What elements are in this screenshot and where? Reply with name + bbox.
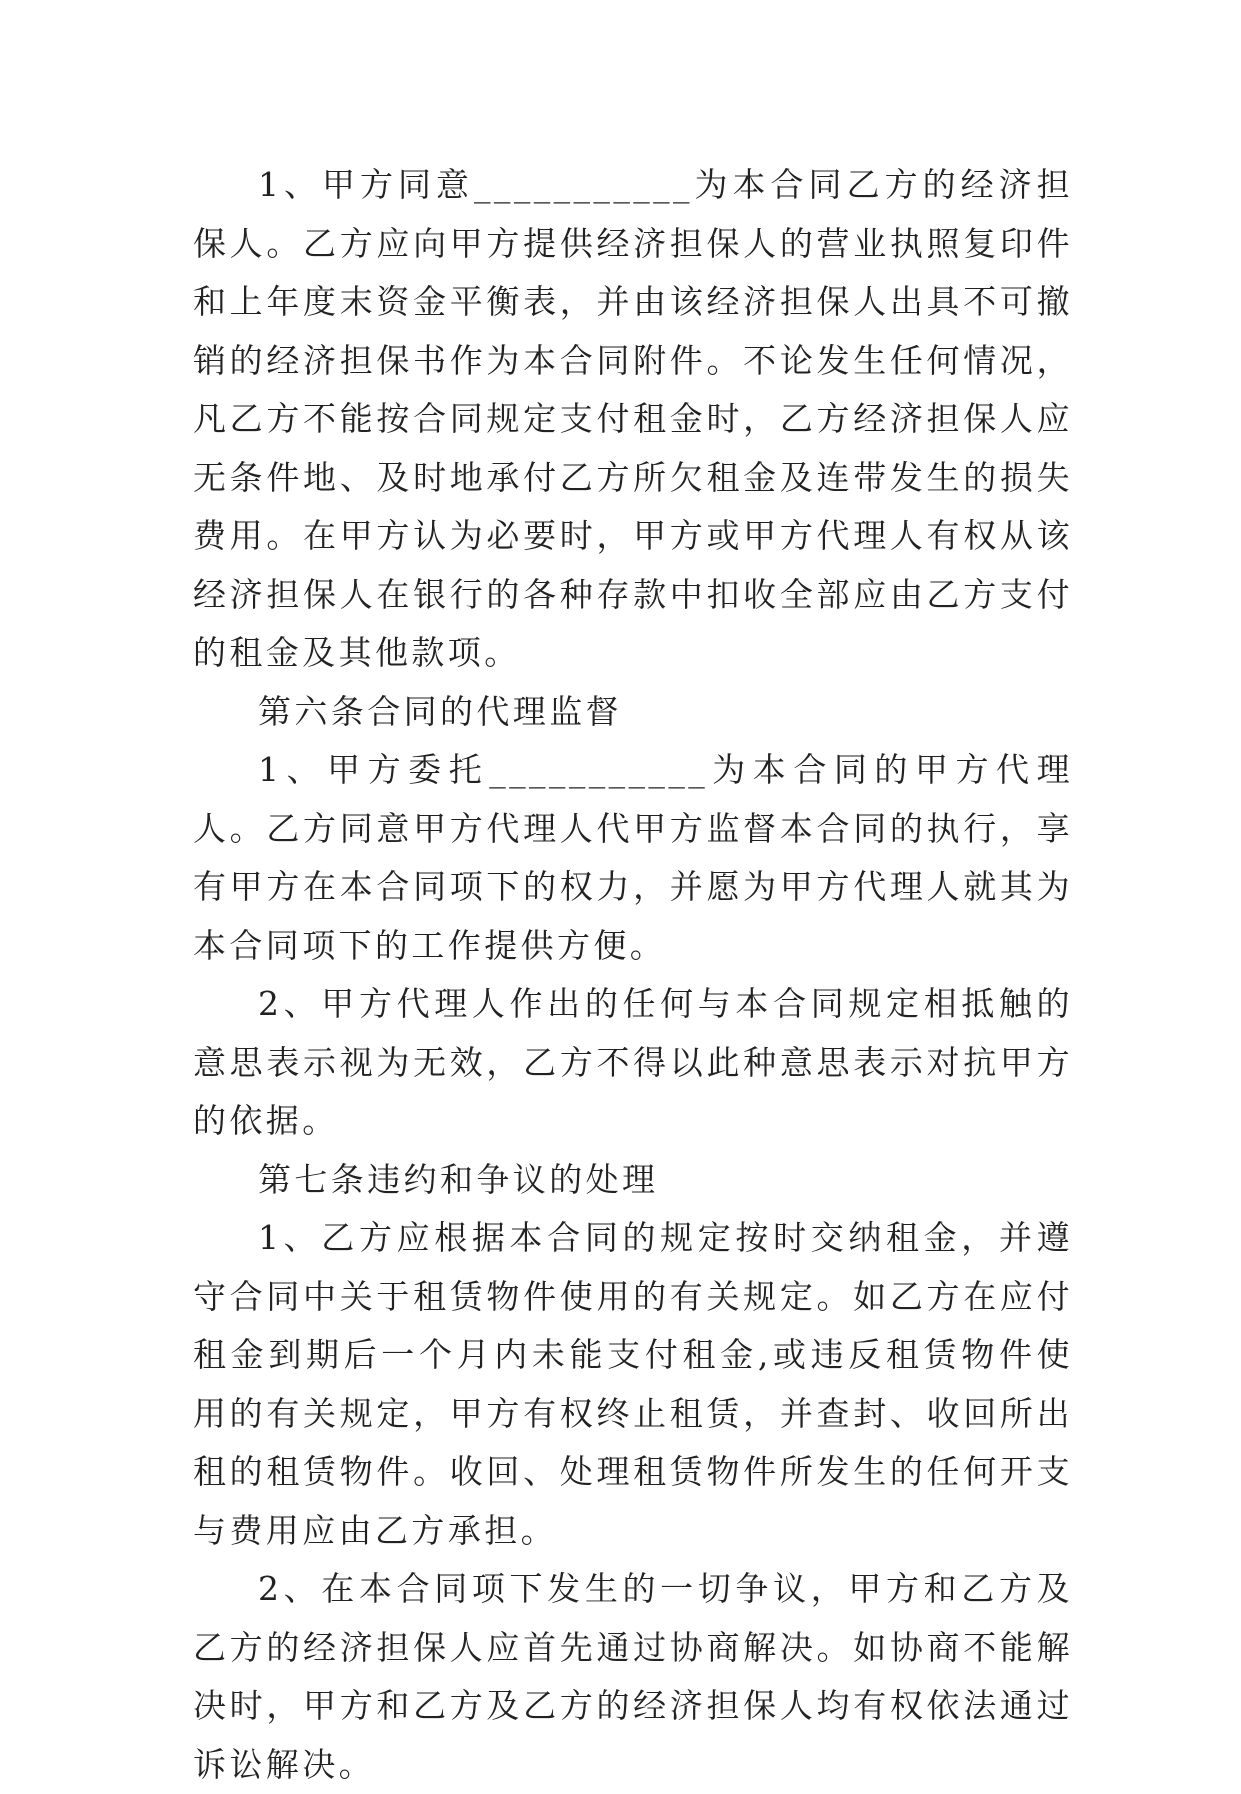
article-7-heading: 第七条违约和争议的处理 bbox=[258, 1159, 659, 1199]
clause-7-item-2-paragraph: 2、在本合同项下发生的一切争议，甲方和乙方及乙方的经济担保人应首先通过协商解决。如协商不能解决时，甲方和乙方及乙方的经济担保人均有权依法通过诉讼解决。 bbox=[193, 1569, 1073, 1784]
clause-7-item-1-paragraph: 1、乙方应根据本合同的规定按时交纳租金，并遵守合同中关于租赁物件使用的有关规定。如乙方在应付租金到期后一个月内未能支付租金,或违反租赁物件使用的有关规定，甲方有权终止租赁，并查封、收回所出租的租赁物件。收回、处理租赁物件所发生的任何开支与费用应由乙方承担。 bbox=[193, 1218, 1073, 1550]
clause-5-item-1-paragraph: 1、甲方同意___________为本合同乙方的经济担保人。乙方应向甲方提供经济担保人的营业执照复印件和上年度末资金平衡表，并由该经济担保人出具不可撤销的经济担保书作为本合同附件。不论发生任何情况，凡乙方不能按合同规定支付租金时，乙方经济担保人应无条件地、及时地承付乙方所欠租金及连带发生的损失费用。在甲方认为必要时，甲方或甲方代理人有权从该经济担保人在银行的各种存款中扣收全部应由乙方支付的租金及其他款项。 bbox=[193, 165, 1073, 672]
clause-6-item-1-paragraph: 1、甲方委托___________为本合同的甲方代理人。乙方同意甲方代理人代甲方监督本合同的执行，享有甲方在本合同项下的权力，并愿为甲方代理人就其为本合同项下的工作提供方便。 bbox=[193, 750, 1073, 965]
document-body bbox=[193, 156, 1073, 1794]
article-6-heading: 第六条合同的代理监督 bbox=[258, 691, 622, 731]
clause-6-item-2-paragraph: 2、甲方代理人作出的任何与本合同规定相抵触的意思表示视为无效，乙方不得以此种意思表示对抗甲方的依据。 bbox=[193, 984, 1073, 1140]
